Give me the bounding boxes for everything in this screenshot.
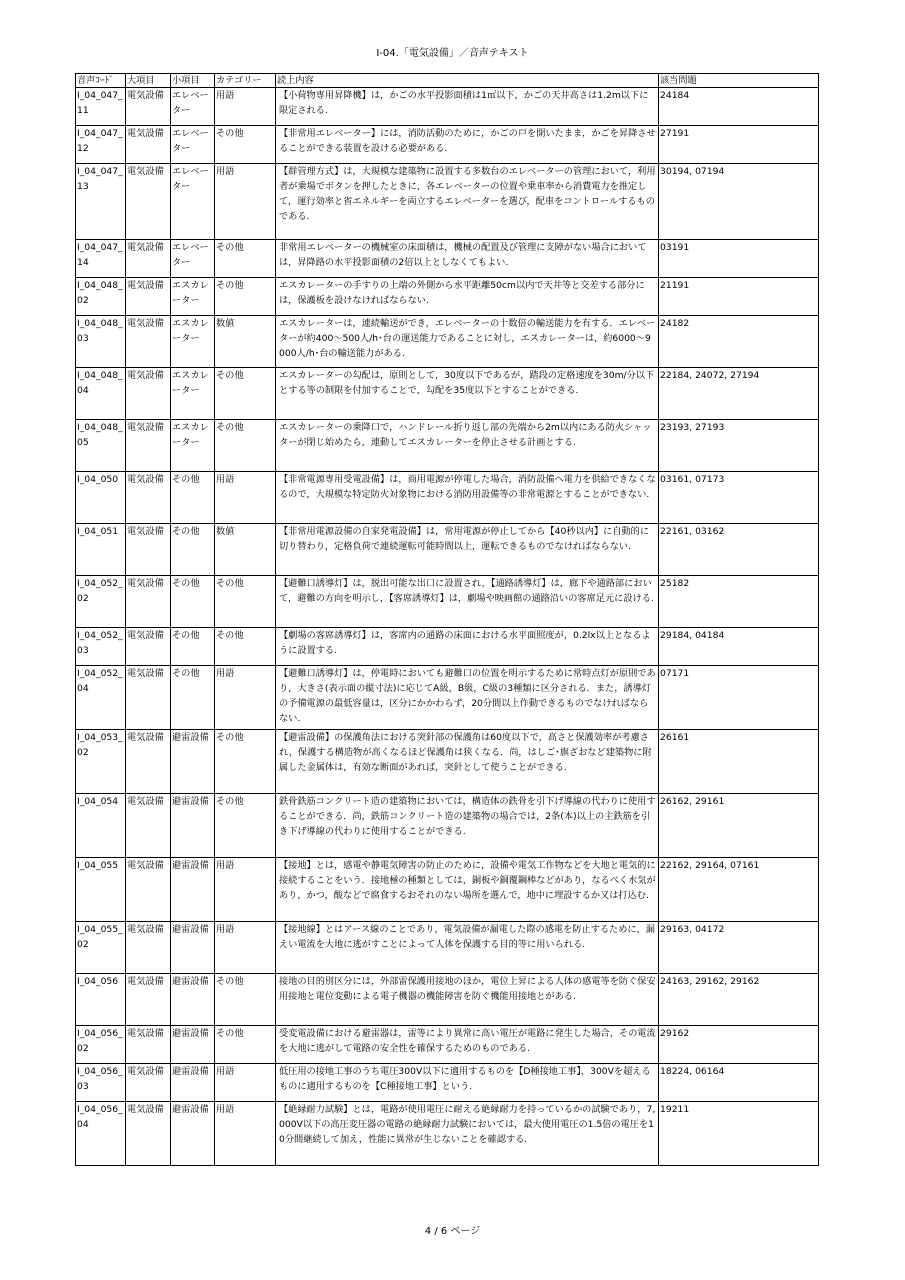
table-row (76, 524, 819, 576)
cell-related-problems: 24182 (659, 316, 819, 368)
cell-reading-content: エスカレーターは，連続輸送ができ，エレベーターの十数倍の輸送能力を有する．エレベーターが約400～500人/h･台の運送能力であることに対し，エスカレーターは，約6000～9000人/h･台の輸送能力がある. (276, 316, 659, 368)
cell-major-item: 電気設備 (126, 576, 171, 628)
cell-code: Ⅰ_04_050 (76, 472, 126, 524)
cell-category: 数値 (215, 316, 276, 368)
cell-category: その他 (215, 126, 276, 164)
cell-reading-content: 【接地】とは，感電や静電気障害の防止のために，設備や電気工作物などを大地と電気的に接続することをいう．接地極の種類としては，銅板や銅覆鋼棒などがあり，なるべく水気があり，かつ，酸などで腐食するおそれのない場所を選んで，地中に埋設するか又は打込む. (276, 858, 659, 922)
cell-code: Ⅰ_04_052_03 (76, 628, 126, 666)
cell-minor-item: 避雷設備 (171, 1026, 215, 1064)
table-row (76, 1026, 819, 1064)
cell-major-item: 電気設備 (126, 858, 171, 922)
cell-major-item: 電気設備 (126, 922, 171, 974)
cell-major-item: 電気設備 (126, 794, 171, 858)
table-row (76, 316, 819, 368)
table-row (76, 420, 819, 472)
cell-major-item: 電気設備 (126, 420, 171, 472)
cell-related-problems: 22162, 29164, 07161 (659, 858, 819, 922)
cell-category: その他 (215, 368, 276, 420)
cell-reading-content: 【非常電源専用受電設備】は，商用電源が停電した場合，消防設備へ電力を供給できなくなるので，大規模な特定防火対象物における消防用設備等の非常電源とすることができない. (276, 472, 659, 524)
header-reading-content: 読上内容 (276, 74, 659, 88)
cell-major-item: 電気設備 (126, 524, 171, 576)
cell-related-problems: 03161, 07173 (659, 472, 819, 524)
cell-minor-item: エレベーター (171, 126, 215, 164)
table-row (76, 666, 819, 730)
cell-code: Ⅰ_04_055 (76, 858, 126, 922)
cell-code: Ⅰ_04_052_04 (76, 666, 126, 730)
cell-code: Ⅰ_04_056_02 (76, 1026, 126, 1064)
cell-code: Ⅰ_04_047_12 (76, 126, 126, 164)
cell-code: Ⅰ_04_051 (76, 524, 126, 576)
cell-category: 用語 (215, 88, 276, 126)
cell-minor-item: 避雷設備 (171, 794, 215, 858)
cell-minor-item: その他 (171, 666, 215, 730)
cell-major-item: 電気設備 (126, 240, 171, 278)
header-category: カテゴリー (215, 74, 276, 88)
cell-related-problems: 07171 (659, 666, 819, 730)
cell-category: その他 (215, 576, 276, 628)
cell-major-item: 電気設備 (126, 164, 171, 240)
table-row (76, 858, 819, 922)
cell-code: Ⅰ_04_056_03 (76, 1064, 126, 1102)
cell-related-problems: 03191 (659, 240, 819, 278)
table-row (76, 368, 819, 420)
cell-related-problems: 25182 (659, 576, 819, 628)
cell-minor-item: エスカレーター (171, 278, 215, 316)
cell-minor-item: その他 (171, 524, 215, 576)
cell-related-problems: 19211 (659, 1102, 819, 1166)
cell-minor-item: その他 (171, 628, 215, 666)
cell-category: その他 (215, 240, 276, 278)
cell-category: その他 (215, 420, 276, 472)
cell-minor-item: エスカレーター (171, 368, 215, 420)
cell-minor-item: 避雷設備 (171, 730, 215, 794)
table-row (76, 240, 819, 278)
cell-major-item: 電気設備 (126, 126, 171, 164)
cell-code: Ⅰ_04_048_04 (76, 368, 126, 420)
cell-reading-content: エスカレーターの勾配は，原則として，30度以下であるが，踏段の定格速度を30m/分以下とする等の制限を付加することで，勾配を35度以下とすることができる. (276, 368, 659, 420)
cell-code: Ⅰ_04_056_04 (76, 1102, 126, 1166)
cell-major-item: 電気設備 (126, 1026, 171, 1064)
cell-category: その他 (215, 628, 276, 666)
table-row (76, 794, 819, 858)
cell-reading-content: 【群管理方式】は，大規模な建築物に設置する多数台のエレベーターの管理において，利用者が乗場でボタンを押したときに，各エレベーターの位置や乗車率から消費電力を推定して，運行効率と省エネルギーを両立するエレベーターを選び，配車をコントロールするものである. (276, 164, 659, 240)
cell-major-item: 電気設備 (126, 666, 171, 730)
cell-reading-content: 非常用エレベーターの機械室の床面積は，機械の配置及び管理に支障がない場合においては，昇降路の水平投影面積の2倍以上としなくてもよい. (276, 240, 659, 278)
cell-code: Ⅰ_04_047_11 (76, 88, 126, 126)
cell-minor-item: エスカレーター (171, 316, 215, 368)
cell-related-problems: 18224, 06164 (659, 1064, 819, 1102)
cell-reading-content: 【劇場の客席誘導灯】は，客席内の通路の床面における水平面照度が，0.2lx以上となるように設置する. (276, 628, 659, 666)
cell-related-problems: 29163, 04172 (659, 922, 819, 974)
cell-code: Ⅰ_04_055_02 (76, 922, 126, 974)
cell-related-problems: 24163, 29162, 29162 (659, 974, 819, 1026)
cell-reading-content: 【接地線】とはアース線のことであり，電気設備が漏電した際の感電を防止するために，漏えい電流を大地に逃がすことによって人体を保護する目的等に用いられる. (276, 922, 659, 974)
cell-related-problems: 22161, 03162 (659, 524, 819, 576)
cell-category: 用語 (215, 1102, 276, 1166)
cell-major-item: 電気設備 (126, 278, 171, 316)
cell-category: 用語 (215, 858, 276, 922)
page-number: 4 / 6 ページ (424, 1226, 481, 1237)
cell-reading-content: 接地の目的別区分には，外部雷保護用接地のほか，電位上昇による人体の感電等を防ぐ保安用接地と電位変動による電子機器の機能障害を防ぐ機能用接地とがある. (276, 974, 659, 1026)
table-row (76, 472, 819, 524)
cell-reading-content: エスカレーターの手すりの上端の外側から水平距離50cm以内で天井等と交差する部分には，保護板を設けなければならない. (276, 278, 659, 316)
cell-minor-item: 避雷設備 (171, 858, 215, 922)
cell-category: 用語 (215, 472, 276, 524)
cell-major-item: 電気設備 (126, 974, 171, 1026)
cell-category: 用語 (215, 1064, 276, 1102)
cell-category: 用語 (215, 164, 276, 240)
cell-related-problems: 26161 (659, 730, 819, 794)
header-related-problems: 該当問題 (659, 74, 819, 88)
cell-reading-content: 【避雷設備】の保護角法における突針部の保護角は60度以下で，高さと保護効率が考慮され，保護する構造物が高くなるほど保護角は狭くなる．尚，はしご･旗ざおなど建築物に附属した金属体は，有効な断面があれば，突針として使うことができる. (276, 730, 659, 794)
table-row (76, 278, 819, 316)
table-row (76, 576, 819, 628)
cell-minor-item: その他 (171, 576, 215, 628)
cell-minor-item: エスカレーター (171, 420, 215, 472)
table-row (76, 164, 819, 240)
cell-major-item: 電気設備 (126, 88, 171, 126)
header-major-item: 大項目 (126, 74, 171, 88)
cell-related-problems: 29162 (659, 1026, 819, 1064)
table-row (76, 1064, 819, 1102)
cell-category: 用語 (215, 922, 276, 974)
cell-related-problems: 26162, 29161 (659, 794, 819, 858)
cell-reading-content: 【非常用電源設備の自家発電設備】は，常用電源が停止してから【40秒以内】に自動的に切り替わり，定格負荷で連続運転可能時間以上，運転できるものでなければならない. (276, 524, 659, 576)
cell-minor-item: 避雷設備 (171, 974, 215, 1026)
cell-major-item: 電気設備 (126, 628, 171, 666)
cell-code: Ⅰ_04_054 (76, 794, 126, 858)
cell-code: Ⅰ_04_048_03 (76, 316, 126, 368)
cell-category: その他 (215, 974, 276, 1026)
cell-code: Ⅰ_04_053_02 (76, 730, 126, 794)
cell-reading-content: 鉄骨鉄筋コンクリート造の建築物においては，構造体の鉄骨を引下げ導線の代わりに使用することができる．尚，鉄筋コンクリート造の建築物の場合では，2条(本)以上の主鉄筋を引き下げ導線の代わりに使用することができる. (276, 794, 659, 858)
cell-reading-content: 【絶縁耐力試験】とは，電路が使用電圧に耐える絶縁耐力を持っているかの試験であり，7,000V以下の高圧変圧器の電路の絶縁耐力試験においては，最大使用電圧の1.5倍の電圧を10分間継続して加え，性能に異常が生じないことを確認する. (276, 1102, 659, 1166)
cell-minor-item: 避雷設備 (171, 1064, 215, 1102)
cell-code: Ⅰ_04_056 (76, 974, 126, 1026)
cell-category: その他 (215, 794, 276, 858)
cell-major-item: 電気設備 (126, 472, 171, 524)
table-row (76, 1102, 819, 1166)
cell-code: Ⅰ_04_047_13 (76, 164, 126, 240)
table-row (76, 628, 819, 666)
cell-minor-item: 避雷設備 (171, 922, 215, 974)
cell-minor-item: 避雷設備 (171, 1102, 215, 1166)
cell-major-item: 電気設備 (126, 730, 171, 794)
cell-major-item: 電気設備 (126, 368, 171, 420)
table-row (76, 922, 819, 974)
table-row (76, 730, 819, 794)
cell-code: Ⅰ_04_048_05 (76, 420, 126, 472)
cell-category: その他 (215, 1026, 276, 1064)
cell-related-problems: 29184, 04184 (659, 628, 819, 666)
voice-text-table (75, 73, 819, 1166)
cell-reading-content: 【避難口誘導灯】は，停電時においても避難口の位置を明示するために常時点灯が原則であり，大きさ(表示面の縦寸法)に応じてA級，B級，C級の3種類に区分される．また，誘導灯の予備電源の最低容量は，区分にかかわらず，20分間以上作動できるものでなければならない. (276, 666, 659, 730)
cell-category: 用語 (215, 666, 276, 730)
cell-related-problems: 23193, 27193 (659, 420, 819, 472)
table-row (76, 974, 819, 1026)
cell-major-item: 電気設備 (126, 1064, 171, 1102)
cell-major-item: 電気設備 (126, 316, 171, 368)
cell-related-problems: 21191 (659, 278, 819, 316)
document-title: Ⅰ-04.「電気設備」／音声テキスト (376, 48, 529, 59)
cell-reading-content: 受変電設備における避雷器は，雷等により異常に高い電圧が電路に発生した場合，その電流を大地に逃がして電路の安全性を確保するためのものである. (276, 1026, 659, 1064)
cell-reading-content: エスカレーターの乗降口で，ハンドレール折り返し部の先端から2m以内にある防火シャッターが閉じ始めたら，連動してエスカレーターを停止させる計画とする. (276, 420, 659, 472)
cell-major-item: 電気設備 (126, 1102, 171, 1166)
cell-reading-content: 【避難口誘導灯】は，脱出可能な出口に設置され，【通路誘導灯】は，廊下や通路部において，避難の方向を明示し，【客席誘導灯】は，劇場や映画館の通路沿いの客席足元に設ける. (276, 576, 659, 628)
cell-code: Ⅰ_04_052_02 (76, 576, 126, 628)
cell-code: Ⅰ_04_048_02 (76, 278, 126, 316)
cell-category: その他 (215, 730, 276, 794)
cell-reading-content: 【非常用エレベーター】には，消防活動のために，かごの戸を開いたまま，かごを昇降させることができる装置を設ける必要がある. (276, 126, 659, 164)
cell-code: Ⅰ_04_047_14 (76, 240, 126, 278)
cell-minor-item: エレベーター (171, 240, 215, 278)
cell-related-problems: 24184 (659, 88, 819, 126)
cell-minor-item: その他 (171, 472, 215, 524)
cell-reading-content: 【小荷物専用昇降機】は，かごの水平投影面積は1㎡以下，かごの天井高さは1.2m以下に限定される. (276, 88, 659, 126)
cell-reading-content: 低圧用の接地工事のうち電圧300V以下に適用するものを【D種接地工事】，300Vを超えるものに適用するものを【C種接地工事】という. (276, 1064, 659, 1102)
table-header-row (76, 74, 819, 88)
cell-category: その他 (215, 278, 276, 316)
cell-related-problems: 30194, 07194 (659, 164, 819, 240)
header-code: 音声ｺｰﾄﾞ (76, 74, 126, 88)
cell-related-problems: 27191 (659, 126, 819, 164)
cell-category: 数値 (215, 524, 276, 576)
header-minor-item: 小項目 (171, 74, 215, 88)
cell-minor-item: エレベーター (171, 88, 215, 126)
cell-minor-item: エレベーター (171, 164, 215, 240)
cell-related-problems: 22184, 24072, 27194 (659, 368, 819, 420)
table-row (76, 126, 819, 164)
table-row (76, 88, 819, 126)
